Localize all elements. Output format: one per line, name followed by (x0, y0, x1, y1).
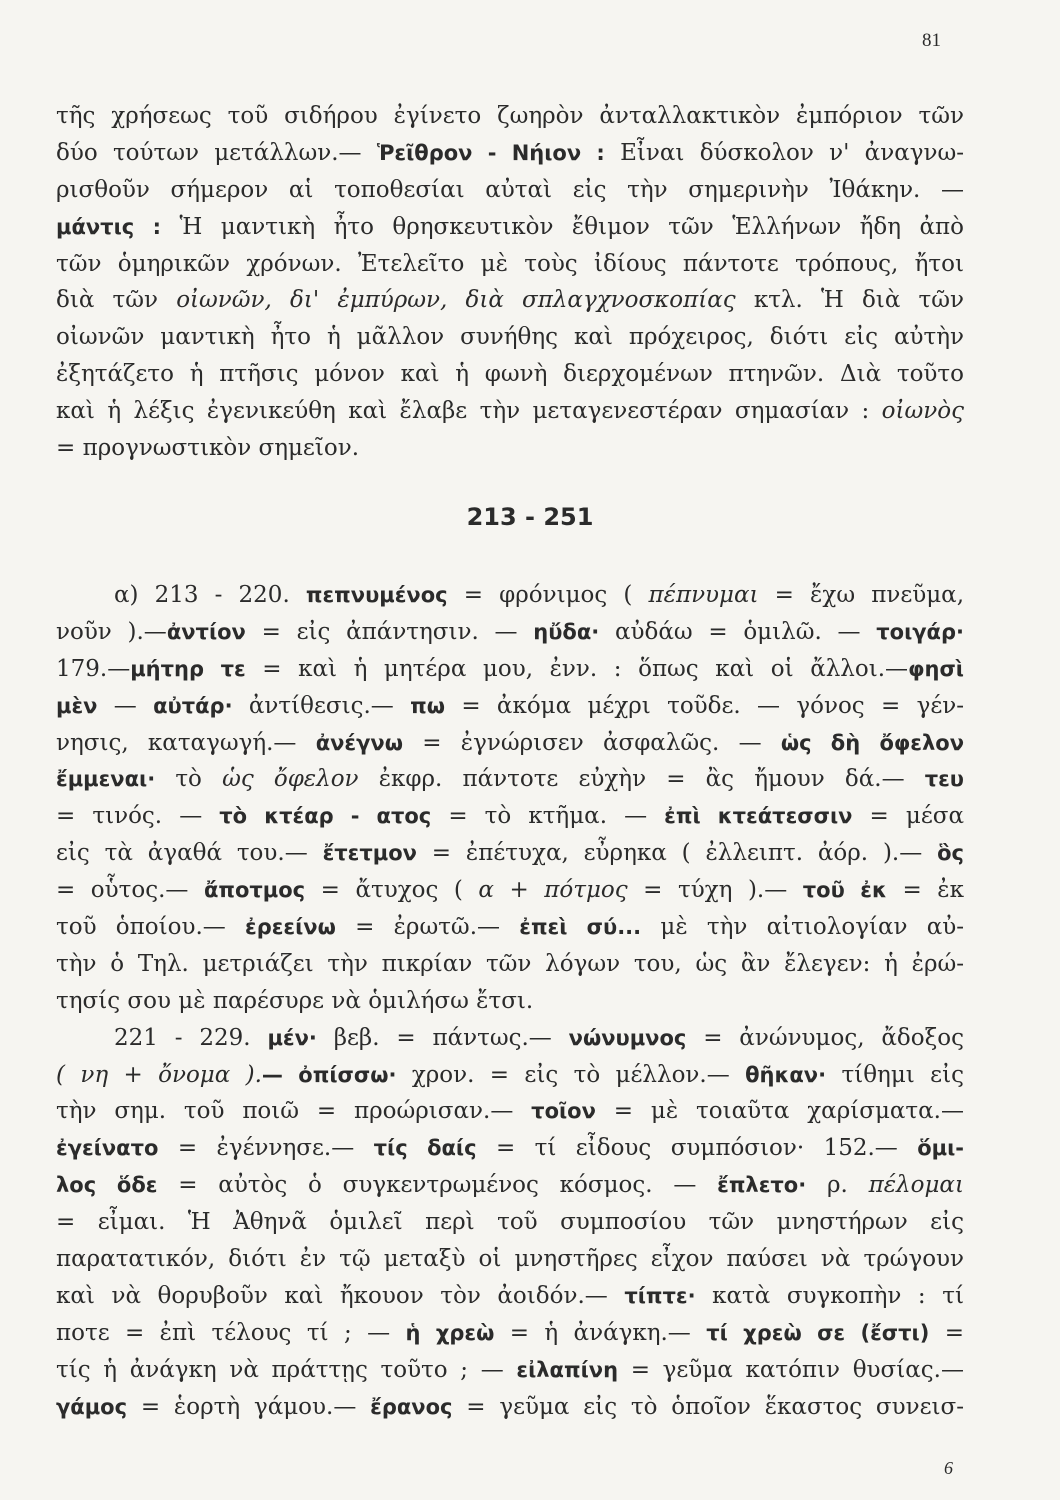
commentary-block-1 (56, 98, 964, 467)
page-number: 81 (922, 30, 941, 51)
text-line: μάντις : Ἡ μαντικὴ ἦτο θρησκευτικὸν ἔθιμον τῶν Ἑλλήνων ἤδη ἀπὸ (56, 213, 964, 240)
text-line: = εἶμαι. Ἡ Ἀθηνᾶ ὁμιλεῖ περὶ τοῦ συμποσίου τῶν μνηστήρων εἰς (56, 1209, 964, 1236)
text-line: δύο τούτων μετάλλων.— Ῥεῖθρον - Νήιον : Εἶναι δύσκολον ν' ἀναγνω- (56, 139, 964, 166)
text-line: νησις, καταγωγή.— ἀνέγνω = ἐγνώρισεν ἀσφαλῶς. — ὡς δὴ ὄφελον (56, 729, 964, 756)
text-line: ποτε = ἐπὶ τέλους τί ; — ἡ χρεὼ = ἡ ἀνάγκη.— τί χρεὼ σε (ἔστι) = (56, 1319, 964, 1346)
text-line: τοῦ ὁποίου.— ἐρεείνω = ἐρωτῶ.— ἐπεὶ σύ... μὲ τὴν αἰτιολογίαν αὐ- (56, 914, 964, 941)
text-line: τὴν ὁ Τηλ. μετριάζει τὴν πικρίαν τῶν λόγων του, ὡς ἂν ἔλεγεν: ἡ ἐρώ- (56, 950, 964, 977)
text-line: οἰωνῶν μαντικὴ ἦτο ἡ μᾶλλον συνήθης καὶ πρόχειρος, διότι εἰς αὐτὴν (56, 324, 964, 351)
text-line: = οὗτος.— ἄποτμος = ἄτυχος ( α + πότμος = τύχη ).— τοῦ ἐκ = ἐκ (56, 877, 964, 904)
text-line: ἔμμεναι· τὸ ὡς ὄφελον ἐκφρ. πάντοτε εὐχὴν = ἂς ἤμουν δά.— τευ (56, 766, 964, 793)
text-line: εἰς τὰ ἀγαθά του.— ἔτετμον = ἐπέτυχα, εὖρηκα ( ἐλλειπτ. ἀόρ. ).— ὃς (56, 840, 964, 867)
text-line: = τινός. — τὸ κτέαρ - ατος = τὸ κτῆμα. — ἐπὶ κτεάτεσσιν = μέσα (56, 803, 964, 830)
text-line: λος ὅδε = αὐτὸς ὁ συγκεντρωμένος κόσμος. — ἔπλετο· ρ. πέλομαι (56, 1172, 964, 1199)
text-line: καὶ νὰ θορυβοῦν καὶ ἤκουον τὸν ἀοιδόν.— τίπτε· κατὰ συγκοπὴν : τί (56, 1282, 964, 1309)
text-line: α) 213 - 220. πεπνυμένος = φρόνιμος ( πέπνυμαι = ἔχω πνεῦμα, (114, 582, 964, 608)
text-line: ( νη + ὄνομα ).— ὀπίσσω· χρον. = εἰς τὸ μέλλον.— θῆκαν· τίθημι εἰς (56, 1061, 964, 1088)
text-line: μὲν — αὐτάρ· ἀντίθεσις.— πω = ἀκόμα μέχρι τοῦδε. — γόνος = γέν- (56, 692, 964, 719)
text-line: γάμος = ἑορτὴ γάμου.— ἔρανος = γεῦμα εἰς τὸ ὁποῖον ἕκαστος συνεισ- (56, 1393, 964, 1420)
text-line: ἐξητάζετο ἡ πτῆσις μόνον καὶ ἡ φωνὴ διερχομένων πτηνῶν. Διὰ τοῦτο (56, 361, 964, 388)
text-line: ἐγείνατο = ἐγέννησε.— τίς δαίς = τί εἶδους συμπόσιον· 152.— ὅμι- (56, 1135, 964, 1162)
text-line: τὴν σημ. τοῦ ποιῶ = προώρισαν.— τοῖον = μὲ τοιαῦτα χαρίσματα.— (56, 1098, 964, 1125)
text-line: τίς ἡ ἀνάγκη νὰ πράττῃς τοῦτο ; — εἰλαπίνη = γεῦμα κατόπιν θυσίας.— (56, 1356, 964, 1383)
text-line: παρατατικόν, διότι ἐν τῷ μεταξὺ οἱ μνηστῆρες εἶχον παύσει νὰ τρώγουν (56, 1246, 964, 1273)
text-line: τησίς σου μὲ παρέσυρε νὰ ὁμιλήσω ἔτσι. (56, 987, 534, 1014)
printer-signature: 6 (944, 1458, 953, 1478)
text-line: νοῦν ).—ἀντίον = εἰς ἀπάντησιν. — ηὔδα· αὐδάω = ὁμιλῶ. — τοιγάρ· (56, 618, 964, 645)
text-line: διὰ τῶν οἰωνῶν, δι' ἐμπύρων, διὰ σπλαγχνοσκοπίας κτλ. Ἡ διὰ τῶν (56, 287, 964, 314)
text-line: 221 - 229. μέν· βεβ. = πάντως.— νώνυμνος = ἀνώνυμος, ἄδοξος (114, 1024, 964, 1051)
section-heading: 213 - 251 (466, 503, 594, 531)
text-line: ρισθοῦν σήμερον αἱ τοποθεσίαι αὐταὶ εἰς τὴν σημερινὴν Ἰθάκην. — (56, 176, 964, 203)
text-line: τῶν ὁμηρικῶν χρόνων. Ἐτελεῖτο μὲ τοὺς ἰδίους πάντοτε τρόπους, ἤτοι (56, 250, 964, 277)
text-line: = προγνωστικὸν σημεῖον. (56, 435, 360, 462)
text-line: 179.—μήτηρ τε = καὶ ἡ μητέρα μου, ἐνν. : ὅπως καὶ οἱ ἄλλοι.—φησὶ (56, 655, 964, 682)
text-line: καὶ ἡ λέξις ἐγενικεύθη καὶ ἔλαβε τὴν μεταγενεστέραν σημασίαν : οἰωνὸς (56, 398, 964, 425)
commentary-block-2 (56, 577, 964, 1425)
text-line: τῆς χρήσεως τοῦ σιδήρου ἐγίνετο ζωηρὸν ἀνταλλακτικὸν ἐμπόριον τῶν (56, 103, 964, 129)
